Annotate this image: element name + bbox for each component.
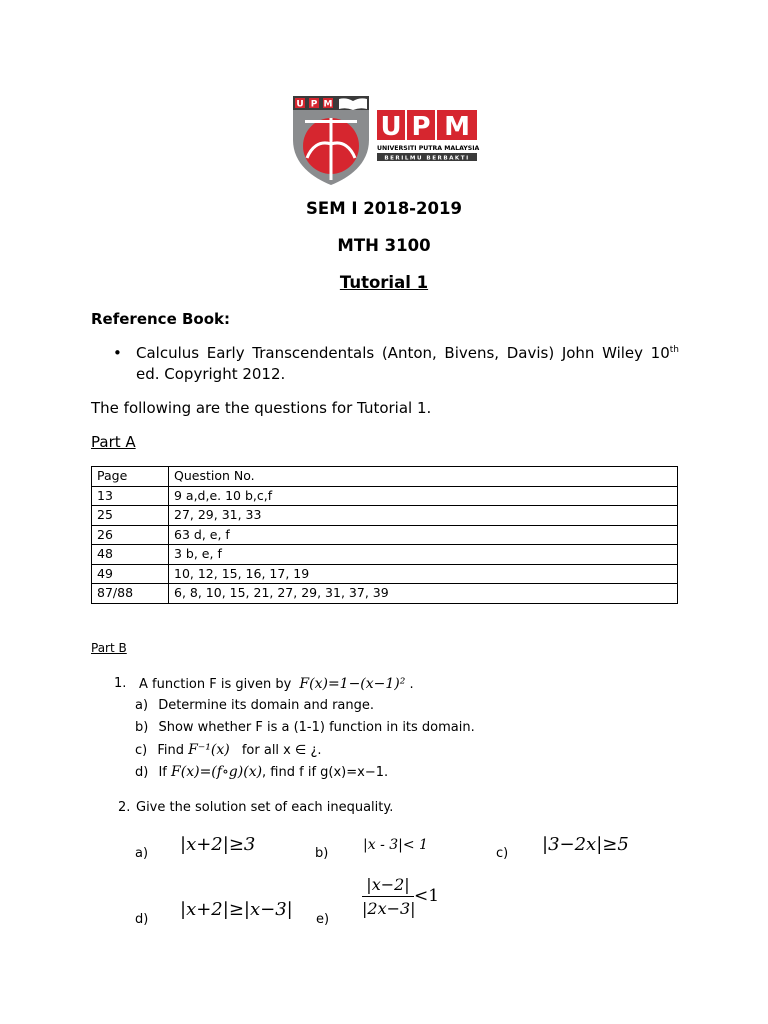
item-text: Determine its domain and range. [158, 698, 375, 713]
ineq-e-relation: <1 [414, 886, 440, 906]
inverse-formula: F⁻¹(x) [188, 742, 230, 758]
upm-shield-emblem [293, 96, 369, 185]
ineq-b-label: b) [315, 846, 329, 861]
fraction-denominator: |2x−3| [362, 899, 416, 918]
q1-item-c [135, 742, 322, 758]
table-row [92, 506, 678, 526]
course-code: MTH 3100 [337, 236, 431, 255]
cell-questions: 3 b, e, f [169, 545, 678, 565]
item-text: If [158, 765, 167, 780]
ineq-e-label: e) [316, 912, 330, 927]
cell-page: 87/88 [92, 584, 169, 604]
item-text: Find [157, 743, 185, 758]
svg-text:P: P [310, 99, 318, 110]
tutorial-title: Tutorial 1 [339, 273, 429, 292]
cell-page: 25 [92, 506, 169, 526]
item-label: d) [135, 765, 149, 780]
item-after: , find f if g(x)=x−1. [262, 765, 389, 780]
table-row [92, 525, 678, 545]
semester-title: SEM I 2018-2019 [306, 199, 462, 218]
item-label: a) [135, 698, 149, 713]
part-a-table [91, 466, 678, 604]
svg-text:M: M [323, 99, 333, 110]
fraction-numerator: |x−2| [362, 874, 414, 897]
item-label: c) [135, 743, 148, 758]
table-header-row [92, 467, 678, 487]
upm-wordmark [377, 110, 480, 162]
ineq-d-expr: |x+2|≥|x−3| [180, 899, 293, 920]
svg-text:U: U [296, 99, 304, 110]
part-a-heading: Part A [91, 433, 136, 451]
reference-book-line2: ed. Copyright 2012. [136, 365, 286, 383]
superscript-th: th [669, 345, 679, 355]
reference-book-line1: Calculus Early Transcendentals (Anton, Bivens, Davis) John Wiley 10th [136, 344, 679, 362]
table-row [92, 564, 678, 584]
column-header-page: Page [92, 467, 169, 487]
question-1-number: 1. [114, 676, 127, 691]
bullet: • [113, 344, 122, 362]
ineq-a-expr: |x+2|≥3 [180, 834, 256, 855]
column-header-question: Question No. [169, 467, 678, 487]
ineq-a-label: a) [135, 846, 149, 861]
cell-questions: 9 a,d,e. 10 b,c,f [169, 486, 678, 506]
q1-item-d [135, 764, 388, 780]
wordmark-letter: U [380, 112, 402, 142]
ineq-d-label: d) [135, 912, 149, 927]
wordmark-letter: P [411, 112, 431, 142]
cell-questions: 63 d, e, f [169, 525, 678, 545]
item-label: b) [135, 720, 149, 735]
upm-logo [291, 94, 481, 186]
intro-text: The following are the questions for Tutorial 1. [91, 399, 432, 417]
item-after: for all x ∈ ¿. [241, 743, 322, 758]
ineq-e-fraction [362, 874, 414, 921]
ineq-b-expr: |x - 3|< 1 [363, 837, 428, 853]
cell-page: 13 [92, 486, 169, 506]
ineq-c-expr: |3−2x|≥5 [542, 834, 629, 855]
cell-page: 48 [92, 545, 169, 565]
cell-questions: 27, 29, 31, 33 [169, 506, 678, 526]
ineq-c-label: c) [496, 846, 509, 861]
table-row [92, 486, 678, 506]
part-b-heading: Part B [91, 641, 127, 655]
item-text: Show whether F is a (1-1) function in its domain. [158, 720, 475, 735]
composition-formula: F(x)=(f∘g)(x) [171, 764, 263, 780]
question-2-number: 2. [118, 800, 131, 815]
table-row [92, 584, 678, 604]
question-2-text: Give the solution set of each inequality. [136, 800, 394, 815]
svg-text:UNIVERSITI PUTRA MALAYSIA: UNIVERSITI PUTRA MALAYSIA [377, 145, 480, 152]
cell-questions: 10, 12, 15, 16, 17, 19 [169, 564, 678, 584]
question-1-stem: A function F is given by F(x)=1−(x−1)² . [139, 676, 414, 692]
wordmark-letter: M [444, 112, 470, 142]
q1-item-a [135, 698, 374, 713]
reference-heading: Reference Book: [91, 310, 230, 328]
cell-page: 26 [92, 525, 169, 545]
cell-page: 49 [92, 564, 169, 584]
table-row [92, 545, 678, 565]
svg-text:BERILMU BERBAKTI: BERILMU BERBAKTI [384, 155, 470, 162]
q1-item-b [135, 720, 475, 735]
cell-questions: 6, 8, 10, 15, 21, 27, 29, 31, 37, 39 [169, 584, 678, 604]
question-1-formula: F(x)=1−(x−1)² [299, 676, 406, 692]
question-1-text: A function F is given by [139, 677, 292, 692]
